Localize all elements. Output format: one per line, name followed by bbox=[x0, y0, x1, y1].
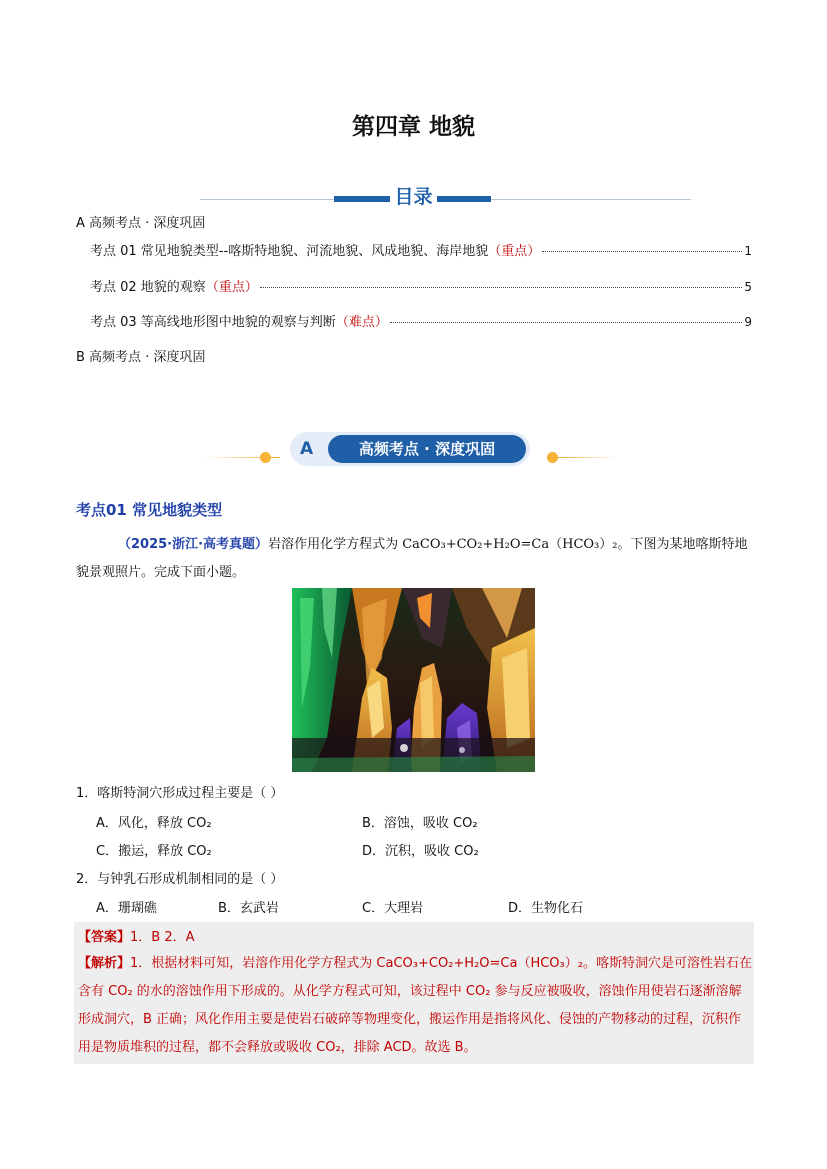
toc-item-tag: （难点） bbox=[335, 315, 388, 330]
toc-page-number: 9 bbox=[744, 315, 752, 329]
toc-item-2[interactable] bbox=[90, 276, 752, 295]
question-2-option-c[interactable]: C．大理岩 bbox=[362, 901, 424, 916]
toc-item-tag: （重点） bbox=[205, 280, 258, 295]
toc-item-1[interactable] bbox=[90, 240, 752, 259]
question-2-option-b[interactable]: B．玄武岩 bbox=[218, 901, 279, 916]
toc-item-label: 考点 03 等高线地形图中地貌的观察与判断 bbox=[90, 315, 336, 330]
question-2-option-d[interactable]: D．生物化石 bbox=[508, 901, 584, 916]
kaodian-heading: 考点01 常见地貌类型 bbox=[76, 501, 223, 519]
question-2-stem: 2．与钟乳石形成机制相同的是（ ） bbox=[76, 872, 284, 887]
toc-item-label: 考点 02 地貌的观察 bbox=[90, 280, 206, 295]
question-1-option-a[interactable]: A．风化，释放 CO₂ bbox=[96, 816, 212, 831]
question-intro bbox=[76, 531, 752, 587]
question-1-option-c[interactable]: C．搬运，释放 CO₂ bbox=[96, 844, 212, 859]
question-1-option-d[interactable]: D．沉积，吸收 CO₂ bbox=[362, 844, 479, 859]
toc-page-number: 1 bbox=[744, 244, 752, 258]
answer-line bbox=[78, 926, 195, 945]
toc-item-label: 考点 01 常见地貌类型--喀斯特地貌、河流地貌、风成地貌、海岸地貌 bbox=[90, 244, 489, 259]
banner-dot-left bbox=[260, 452, 271, 463]
toc-item-3[interactable] bbox=[90, 311, 752, 330]
question-2-option-a[interactable]: A．珊瑚礁 bbox=[96, 901, 157, 916]
toc-heading: 目录 bbox=[394, 186, 433, 208]
question-1-option-b[interactable]: B．溶蚀，吸收 CO₂ bbox=[362, 816, 478, 831]
answer-label: 【答案】 bbox=[78, 930, 131, 945]
banner-line-right bbox=[558, 457, 618, 458]
toc-part-b[interactable]: B 高频考点 · 深度巩固 bbox=[76, 350, 206, 365]
explanation-label: 【解析】 bbox=[78, 956, 131, 971]
explanation bbox=[78, 950, 752, 1062]
toc-leader bbox=[260, 287, 743, 288]
banner-letter: A bbox=[300, 439, 314, 459]
banner-label: 高频考点 · 深度巩固 bbox=[328, 435, 526, 463]
karst-cave-illustration bbox=[292, 588, 535, 772]
answer-text: 1．B 2．A bbox=[130, 930, 195, 945]
toc-leader bbox=[390, 322, 743, 323]
page-title: 第四章 地貌 bbox=[351, 114, 475, 140]
banner-dot-right bbox=[547, 452, 558, 463]
section-banner bbox=[190, 430, 630, 470]
question-source: （2025·浙江·高考真题） bbox=[118, 537, 269, 552]
question-1-stem: 1．喀斯特洞穴形成过程主要是（ ） bbox=[76, 786, 284, 801]
karst-cave-photo bbox=[292, 588, 535, 772]
toc-leader bbox=[542, 251, 742, 252]
toc-page-number: 5 bbox=[744, 280, 752, 294]
question-intro-text: 岩溶作用化学方程式为 CaCO₃+CO₂+H₂O=Ca（HCO₃）₂。下图为某地喀斯特地貌景观照片。完成下面小题。 bbox=[76, 537, 748, 580]
toc-item-tag: （重点） bbox=[488, 244, 541, 259]
toc-part-a[interactable]: A 高频考点 · 深度巩固 bbox=[76, 216, 206, 231]
explanation-text: 1．根据材料可知，岩溶作用化学方程式为 CaCO₃+CO₂+H₂O=Ca（HCO₃）₂。喀斯特洞穴是可溶性岩石在含有 CO₂ 的水的溶蚀作用下形成的。从化学方程式可知，该过程中 CO₂ 参与反应被吸收，溶蚀作用使岩石逐渐溶解形成洞穴，B 正确；风化作用主要是使岩石破碎等物理变化，搬运作用是指将风化、侵蚀的产物移动的过程，沉积作用是物质堆积的过程，都不会释放或吸收 CO₂，排除 ACD。故选 B。 bbox=[78, 956, 752, 1055]
